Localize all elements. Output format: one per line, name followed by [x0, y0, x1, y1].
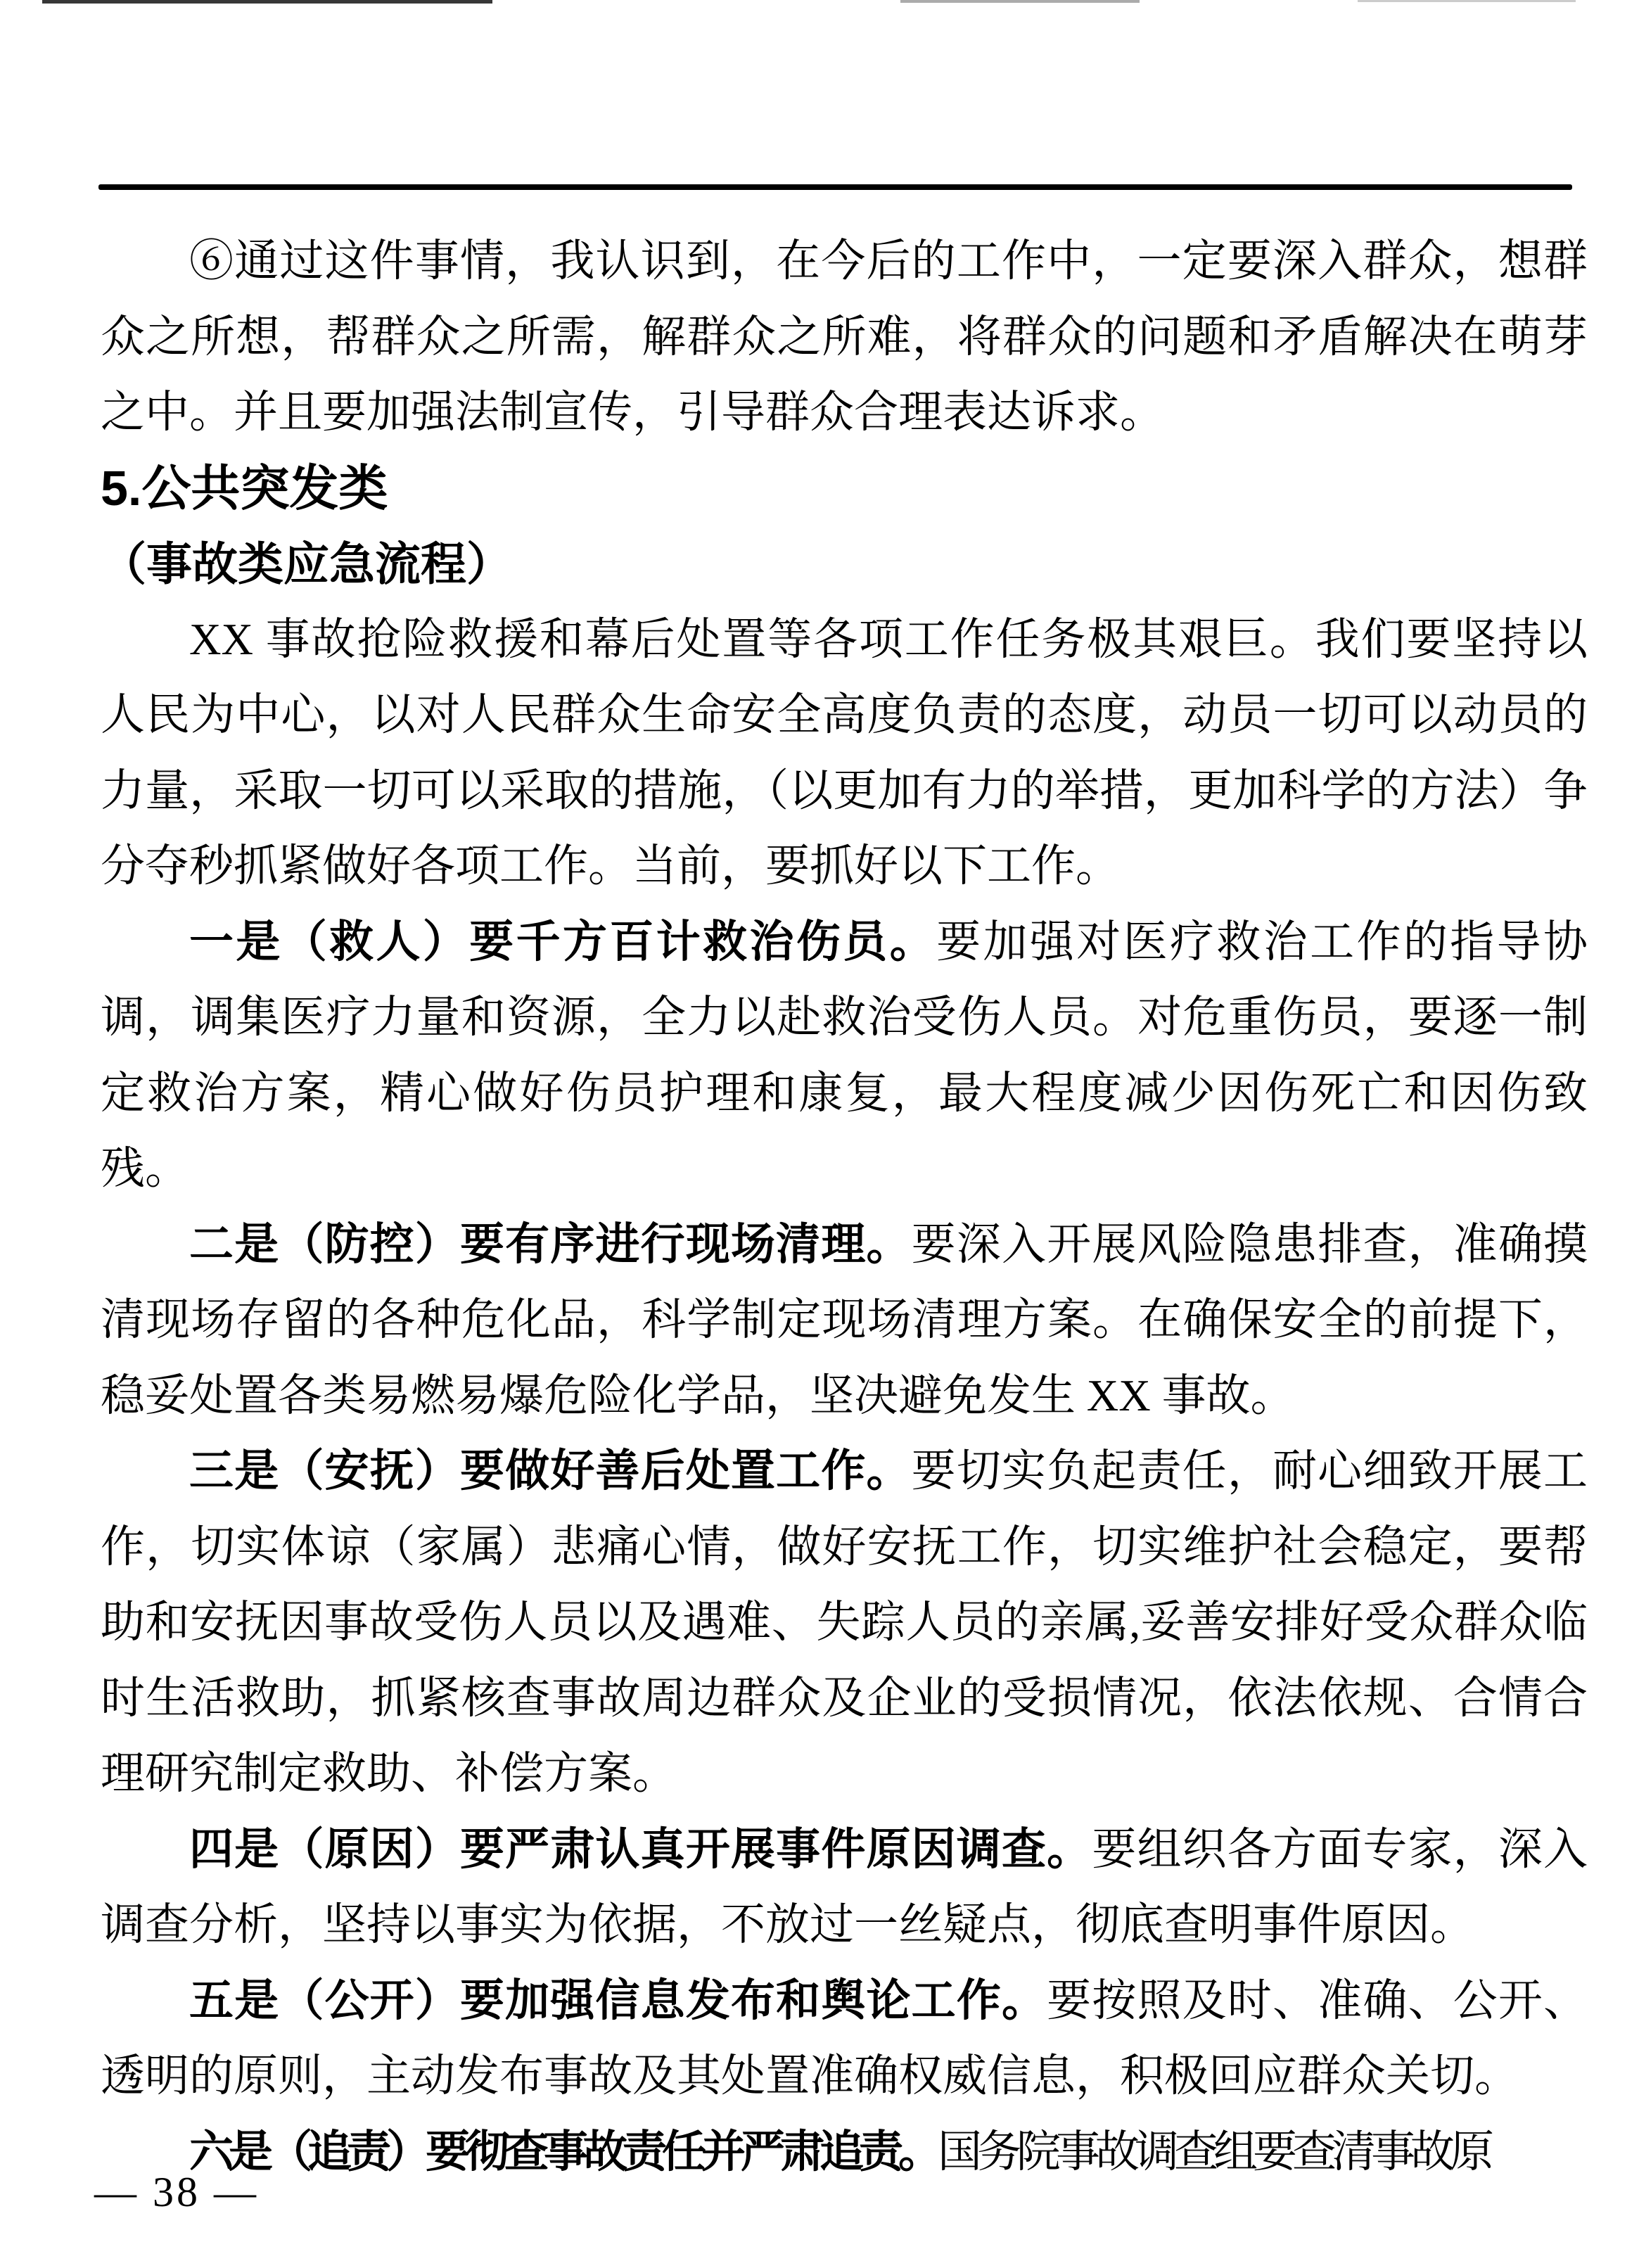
section-heading: 5.公共突发类 [101, 460, 388, 516]
paragraph-item-6 [101, 2115, 1588, 2191]
scan-edge-artifact [42, 0, 492, 4]
paragraph-text: 要切实负起责任，耐心细致开展工作，切实体谅（家属）悲痛心情，做好安抚工作，切实维护社会稳定，要帮助和安抚因事故受伤人员以及遇难、失踪人员的亲属,妥善安排好受众群众临时生活救助，抓紧核查事故周边群众及企业的受损情况，依法依规、合情合理研究制定救助、补偿方案。 [101, 1446, 1588, 1798]
paragraph-text: 要组织各方面专家，深入调查分析，坚持以事实为依据，不放过一丝疑点，彻底查明事件原因。 [101, 1824, 1588, 1949]
paragraph-lead-bold: 一是（救人）要千方百计救治伤员。 [189, 917, 937, 967]
paragraph-note-6: ⑥通过这件事情，我认识到，在今后的工作中，一定要深入群众，想群众之所想，帮群众之所需，解群众之所难，将群众的问题和矛盾解决在萌芽之中。并且要加强法制宣传，引导群众合理表达诉求。 [101, 236, 1588, 437]
scan-edge-artifact [1358, 0, 1576, 2]
paragraph-lead-bold: 四是（原因）要严肃认真开展事件原因调查。 [189, 1824, 1092, 1874]
paragraph-intro: XX 事故抢险救援和幕后处置等各项工作任务极其艰巨。我们要坚持以人民为中心，以对人民群众生命安全高度负责的态度，动员一切可以动员的力量，采取一切可以采取的措施，（以更加有力的举措，更加科学的方法）争分夺秒抓紧做好各项工作。当前，要抓好以下工作。 [101, 614, 1588, 891]
header-rule [98, 184, 1572, 190]
paragraph-item-5 [101, 1963, 1588, 2115]
document-text [101, 224, 1588, 2190]
paragraph-text: 国务院事故调查组要查清事故原 [938, 2127, 1489, 2177]
paragraph-lead-bold: 二是（防控）要有序进行现场清理。 [189, 1219, 912, 1269]
page-number: — 38 — [94, 2169, 259, 2215]
paragraph-item-3 [101, 1434, 1588, 1812]
section-subheading: （事故类应急流程） [101, 538, 513, 590]
paragraph-text: 要按照及时、准确、公开、透明的原则，主动发布事故及其处置准确权威信息，积极回应群众关切。 [101, 1975, 1588, 2101]
scan-edge-artifact [900, 0, 1140, 3]
paragraph-item-4 [101, 1812, 1588, 1963]
paragraph-lead-bold: 六是（追责）要彻查事故责任并严肃追责。 [189, 2127, 938, 2177]
paragraph-item-2 [101, 1207, 1588, 1434]
paragraph-lead-bold: 五是（公开）要加强信息发布和舆论工作。 [189, 1975, 1047, 2025]
paragraph-lead-bold: 三是（安抚）要做好善后处置工作。 [189, 1446, 912, 1496]
paragraph-item-1 [101, 905, 1588, 1207]
paragraph-text: 要加强对医疗救治工作的指导协调，调集医疗力量和资源，全力以赴救治受伤人员。对危重伤员，要逐一制定救治方案，精心做好伤员护理和康复，最大程度减少因伤死亡和因伤致残。 [101, 917, 1588, 1193]
paragraph-text: 要深入开展风险隐患排查，准确摸清现场存留的各种危化品，科学制定现场清理方案。在确保安全的前提下，稳妥处置各类易燃易爆危险化学品，坚决避免发生 XX 事故。 [101, 1219, 1588, 1420]
